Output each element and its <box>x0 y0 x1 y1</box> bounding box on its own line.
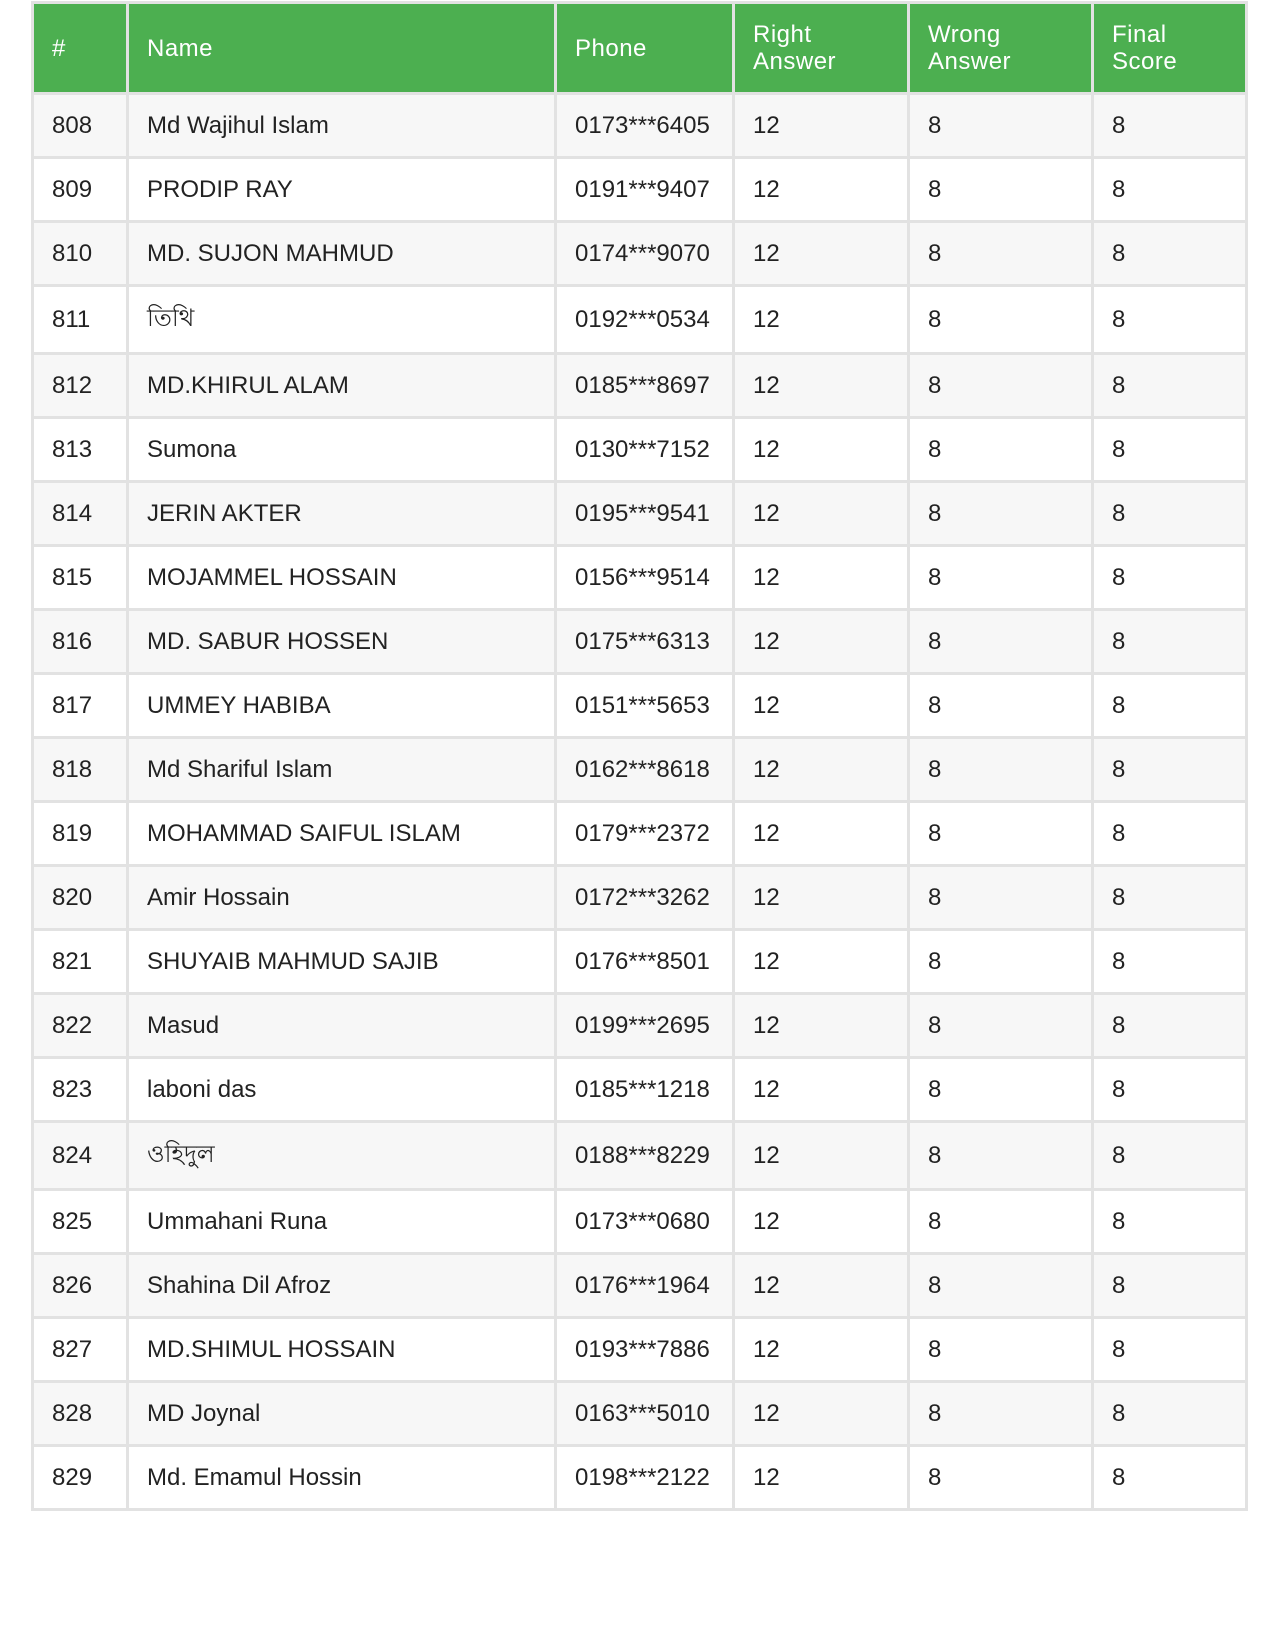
wrong-answer-cell: 8 <box>909 546 1093 610</box>
final-score-cell: 8 <box>1093 286 1247 354</box>
table-row <box>33 286 1247 354</box>
final-score-cell: 8 <box>1093 1122 1247 1190</box>
phone-cell: 0173***0680 <box>556 1190 734 1254</box>
wrong-answer-cell: 8 <box>909 158 1093 222</box>
final-score-cell: 8 <box>1093 222 1247 286</box>
name-cell: laboni das <box>128 1058 556 1122</box>
final-score-cell: 8 <box>1093 994 1247 1058</box>
final-score-cell: 8 <box>1093 546 1247 610</box>
name-cell: UMMEY HABIBA <box>128 674 556 738</box>
table-row <box>33 610 1247 674</box>
wrong-answer-cell: 8 <box>909 482 1093 546</box>
final-score-cell: 8 <box>1093 866 1247 930</box>
right-answer-cell: 12 <box>734 418 909 482</box>
wrong-answer-cell: 8 <box>909 1382 1093 1446</box>
name-cell: MD.SHIMUL HOSSAIN <box>128 1318 556 1382</box>
final-score-cell: 8 <box>1093 610 1247 674</box>
phone-cell: 0156***9514 <box>556 546 734 610</box>
right-answer-cell: 12 <box>734 866 909 930</box>
phone-cell: 0172***3262 <box>556 866 734 930</box>
final-score-cell: 8 <box>1093 1382 1247 1446</box>
right-answer-cell: 12 <box>734 482 909 546</box>
name-cell: Shahina Dil Afroz <box>128 1254 556 1318</box>
row-number-cell: 813 <box>33 418 128 482</box>
final-score-cell: 8 <box>1093 1446 1247 1510</box>
table-row <box>33 1122 1247 1190</box>
table-row <box>33 158 1247 222</box>
final-score-cell: 8 <box>1093 158 1247 222</box>
table-row <box>33 1254 1247 1318</box>
right-answer-cell: 12 <box>734 674 909 738</box>
name-cell: MOJAMMEL HOSSAIN <box>128 546 556 610</box>
wrong-answer-cell: 8 <box>909 354 1093 418</box>
wrong-answer-cell: 8 <box>909 610 1093 674</box>
right-answer-cell: 12 <box>734 1122 909 1190</box>
wrong-answer-cell: 8 <box>909 1058 1093 1122</box>
name-cell: JERIN AKTER <box>128 482 556 546</box>
right-answer-cell: 12 <box>734 610 909 674</box>
row-number-cell: 829 <box>33 1446 128 1510</box>
table-body <box>33 94 1247 1510</box>
row-number-cell: 825 <box>33 1190 128 1254</box>
row-number-cell: 828 <box>33 1382 128 1446</box>
wrong-answer-cell: 8 <box>909 738 1093 802</box>
phone-cell: 0176***8501 <box>556 930 734 994</box>
wrong-answer-cell: 8 <box>909 1446 1093 1510</box>
phone-cell: 0179***2372 <box>556 802 734 866</box>
table-row <box>33 1446 1247 1510</box>
phone-cell: 0195***9541 <box>556 482 734 546</box>
right-answer-cell: 12 <box>734 994 909 1058</box>
final-score-cell: 8 <box>1093 418 1247 482</box>
wrong-answer-cell: 8 <box>909 994 1093 1058</box>
row-number-cell: 824 <box>33 1122 128 1190</box>
row-number-cell: 811 <box>33 286 128 354</box>
table-row <box>33 418 1247 482</box>
phone-cell: 0199***2695 <box>556 994 734 1058</box>
row-number-cell: 822 <box>33 994 128 1058</box>
table-row <box>33 930 1247 994</box>
table-row <box>33 994 1247 1058</box>
table-row <box>33 1318 1247 1382</box>
row-number-cell: 809 <box>33 158 128 222</box>
header-row <box>33 3 1247 94</box>
row-number-cell: 823 <box>33 1058 128 1122</box>
phone-cell: 0185***1218 <box>556 1058 734 1122</box>
name-cell: PRODIP RAY <box>128 158 556 222</box>
right-answer-cell: 12 <box>734 1058 909 1122</box>
right-answer-cell: 12 <box>734 546 909 610</box>
table-row <box>33 674 1247 738</box>
phone-cell: 0175***6313 <box>556 610 734 674</box>
column-header-number: # <box>33 3 128 94</box>
table-row <box>33 94 1247 158</box>
row-number-cell: 827 <box>33 1318 128 1382</box>
table-row <box>33 1382 1247 1446</box>
right-answer-cell: 12 <box>734 286 909 354</box>
name-cell: MD.KHIRUL ALAM <box>128 354 556 418</box>
right-answer-cell: 12 <box>734 738 909 802</box>
right-answer-cell: 12 <box>734 354 909 418</box>
row-number-cell: 814 <box>33 482 128 546</box>
right-answer-cell: 12 <box>734 930 909 994</box>
column-header-name: Name <box>128 3 556 94</box>
name-cell: Md Shariful Islam <box>128 738 556 802</box>
phone-cell: 0191***9407 <box>556 158 734 222</box>
row-number-cell: 821 <box>33 930 128 994</box>
name-cell: MOHAMMAD SAIFUL ISLAM <box>128 802 556 866</box>
right-answer-cell: 12 <box>734 1318 909 1382</box>
final-score-cell: 8 <box>1093 1318 1247 1382</box>
name-cell: MD. SUJON MAHMUD <box>128 222 556 286</box>
phone-cell: 0176***1964 <box>556 1254 734 1318</box>
final-score-cell: 8 <box>1093 802 1247 866</box>
phone-cell: 0130***7152 <box>556 418 734 482</box>
wrong-answer-cell: 8 <box>909 1318 1093 1382</box>
name-cell: Amir Hossain <box>128 866 556 930</box>
row-number-cell: 819 <box>33 802 128 866</box>
name-cell: Masud <box>128 994 556 1058</box>
phone-cell: 0188***8229 <box>556 1122 734 1190</box>
right-answer-cell: 12 <box>734 222 909 286</box>
phone-cell: 0174***9070 <box>556 222 734 286</box>
phone-cell: 0192***0534 <box>556 286 734 354</box>
final-score-cell: 8 <box>1093 1058 1247 1122</box>
phone-cell: 0198***2122 <box>556 1446 734 1510</box>
right-answer-cell: 12 <box>734 1190 909 1254</box>
name-cell: Md Wajihul Islam <box>128 94 556 158</box>
row-number-cell: 818 <box>33 738 128 802</box>
right-answer-cell: 12 <box>734 802 909 866</box>
name-cell: Ummahani Runa <box>128 1190 556 1254</box>
wrong-answer-cell: 8 <box>909 1122 1093 1190</box>
table-row <box>33 354 1247 418</box>
table-row <box>33 546 1247 610</box>
row-number-cell: 808 <box>33 94 128 158</box>
name-cell: MD. SABUR HOSSEN <box>128 610 556 674</box>
right-answer-cell: 12 <box>734 1254 909 1318</box>
table-row <box>33 802 1247 866</box>
table-row <box>33 1190 1247 1254</box>
wrong-answer-cell: 8 <box>909 1190 1093 1254</box>
final-score-cell: 8 <box>1093 674 1247 738</box>
row-number-cell: 820 <box>33 866 128 930</box>
column-header-right-answer: Right Answer <box>734 3 909 94</box>
phone-cell: 0162***8618 <box>556 738 734 802</box>
final-score-cell: 8 <box>1093 1254 1247 1318</box>
row-number-cell: 816 <box>33 610 128 674</box>
row-number-cell: 817 <box>33 674 128 738</box>
name-cell: Sumona <box>128 418 556 482</box>
name-cell: ওহিদুল <box>128 1122 556 1190</box>
wrong-answer-cell: 8 <box>909 1254 1093 1318</box>
wrong-answer-cell: 8 <box>909 866 1093 930</box>
table-row <box>33 482 1247 546</box>
name-cell: Md. Emamul Hossin <box>128 1446 556 1510</box>
table-row <box>33 866 1247 930</box>
final-score-cell: 8 <box>1093 738 1247 802</box>
table-row <box>33 222 1247 286</box>
final-score-cell: 8 <box>1093 354 1247 418</box>
right-answer-cell: 12 <box>734 1382 909 1446</box>
row-number-cell: 810 <box>33 222 128 286</box>
name-cell: তিথি <box>128 286 556 354</box>
wrong-answer-cell: 8 <box>909 222 1093 286</box>
wrong-answer-cell: 8 <box>909 94 1093 158</box>
table-row <box>33 738 1247 802</box>
phone-cell: 0163***5010 <box>556 1382 734 1446</box>
name-cell: SHUYAIB MAHMUD SAJIB <box>128 930 556 994</box>
row-number-cell: 815 <box>33 546 128 610</box>
final-score-cell: 8 <box>1093 94 1247 158</box>
phone-cell: 0185***8697 <box>556 354 734 418</box>
right-answer-cell: 12 <box>734 158 909 222</box>
wrong-answer-cell: 8 <box>909 674 1093 738</box>
phone-cell: 0173***6405 <box>556 94 734 158</box>
table-row <box>33 1058 1247 1122</box>
final-score-cell: 8 <box>1093 482 1247 546</box>
wrong-answer-cell: 8 <box>909 286 1093 354</box>
wrong-answer-cell: 8 <box>909 802 1093 866</box>
column-header-wrong-answer: Wrong Answer <box>909 3 1093 94</box>
column-header-final-score: Final Score <box>1093 3 1247 94</box>
row-number-cell: 812 <box>33 354 128 418</box>
right-answer-cell: 12 <box>734 1446 909 1510</box>
name-cell: MD Joynal <box>128 1382 556 1446</box>
right-answer-cell: 12 <box>734 94 909 158</box>
wrong-answer-cell: 8 <box>909 930 1093 994</box>
final-score-cell: 8 <box>1093 1190 1247 1254</box>
wrong-answer-cell: 8 <box>909 418 1093 482</box>
column-header-phone: Phone <box>556 3 734 94</box>
results-table <box>31 1 1248 1511</box>
final-score-cell: 8 <box>1093 930 1247 994</box>
phone-cell: 0193***7886 <box>556 1318 734 1382</box>
phone-cell: 0151***5653 <box>556 674 734 738</box>
row-number-cell: 826 <box>33 1254 128 1318</box>
